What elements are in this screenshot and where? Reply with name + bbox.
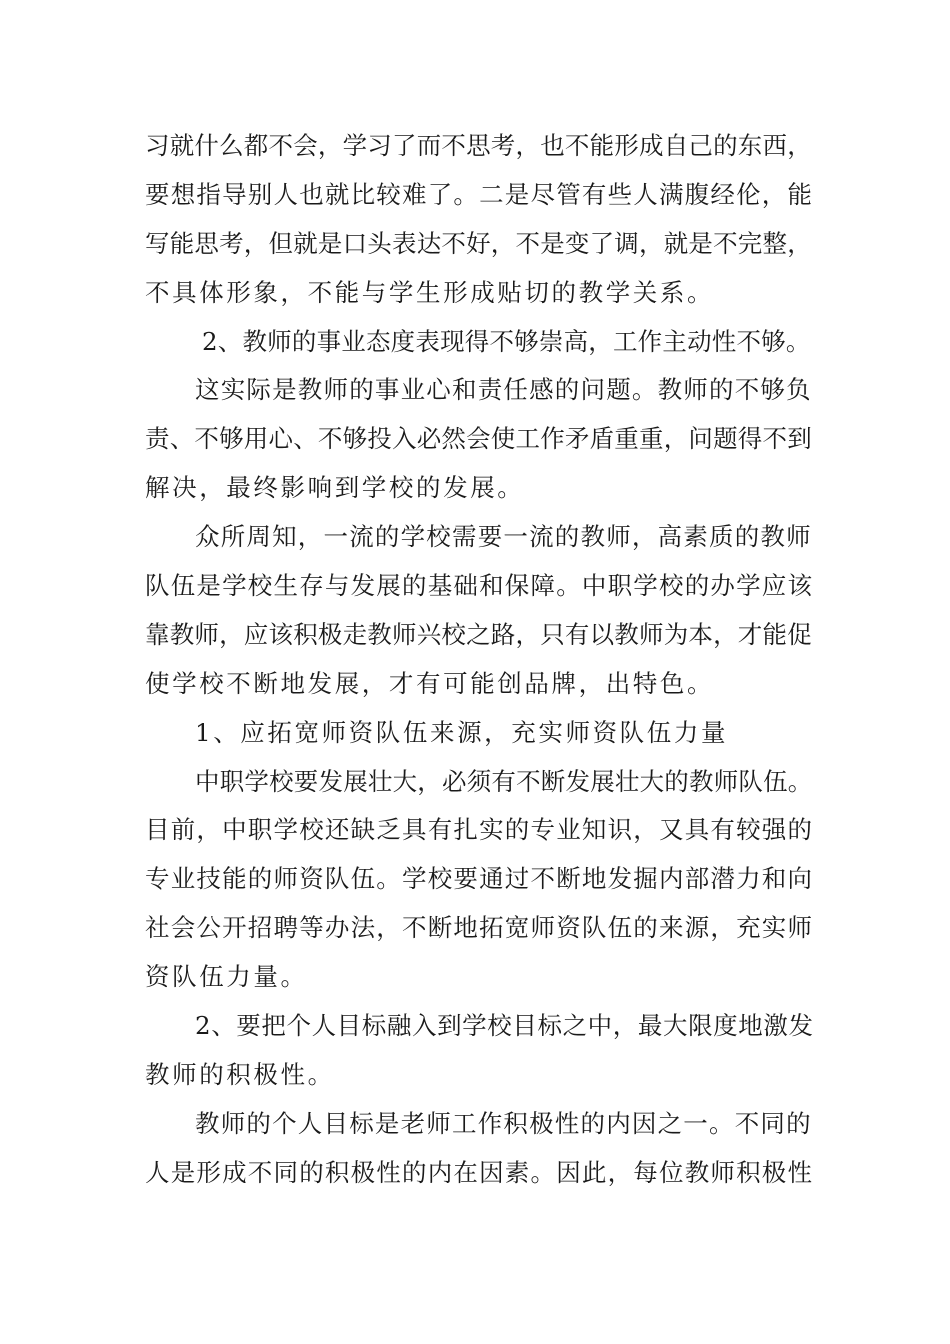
text-line: 使学校不断地发展，才有可能创品牌，出特色。: [145, 668, 715, 698]
text-line: 解决，最终影响到学校的发展。: [145, 473, 525, 503]
paragraph-start: 众所周知，一流的学校需要一流的教师，高素质的教师: [195, 522, 812, 552]
text-line: 专业技能的师资队伍。学校要通过不断地发掘内部潜力和向: [145, 864, 814, 894]
text-line: 人是形成不同的积极性的内在因素。因此，每位教师积极性: [145, 1157, 814, 1187]
text-line: 靠教师，应该积极走教师兴校之路，只有以教师为本，才能促: [145, 619, 812, 649]
document-body: [145, 122, 815, 1198]
text-line: 不具体形象，不能与学生形成贴切的教学关系。: [145, 277, 715, 307]
text-line: 写能思考，但就是口头表达不好，不是变了调，就是不完整，: [145, 228, 812, 258]
section-heading: 2、要把个人目标融入到学校目标之中，最大限度地激发: [195, 1011, 814, 1041]
text-line: 社会公开招聘等办法，不断地拓宽师资队伍的来源，充实师: [145, 913, 814, 943]
text-line: 教师的积极性。: [145, 1059, 335, 1089]
text-line: 责、不够用心、不够投入必然会使工作矛盾重重，问题得不到: [145, 424, 812, 454]
text-line: 资队伍力量。: [145, 962, 308, 992]
paragraph-start: 教师的个人目标是老师工作积极性的内因之一。不同的: [195, 1108, 812, 1138]
text-line: 目前，中职学校还缺乏具有扎实的专业知识，又具有较强的: [145, 815, 814, 845]
text-line: 队伍是学校生存与发展的基础和保障。中职学校的办学应该: [145, 571, 814, 601]
text-line: 要想指导别人也就比较难了。二是尽管有些人满腹经伦，能: [145, 179, 814, 209]
text-line: 习就什么都不会，学习了而不思考，也不能形成自己的东西，: [145, 131, 812, 160]
paragraph-start: 中职学校要发展壮大，必须有不断发展壮大的教师队伍。: [195, 766, 813, 796]
paragraph-start: 这实际是教师的事业心和责任感的问题。教师的不够负: [195, 375, 812, 405]
section-heading: 1、应拓宽师资队伍来源，充实师资队伍力量: [195, 717, 729, 747]
section-heading: 2、教师的事业态度表现得不够崇高，工作主动性不够。: [202, 326, 811, 356]
